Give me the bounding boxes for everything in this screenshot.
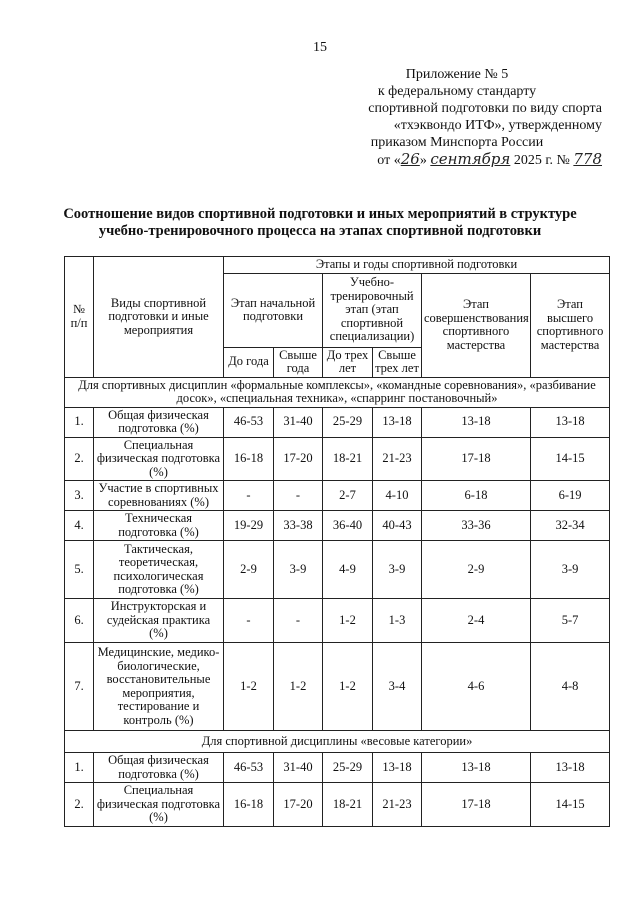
cell-over-year: 3-9 — [274, 541, 323, 599]
cell-over-year: 31-40 — [274, 407, 323, 437]
row-num: 6. — [65, 599, 94, 643]
date-prefix: от « — [377, 153, 401, 168]
row-name: Техническая подготовка (%) — [94, 511, 224, 541]
cell-over-3: 21-23 — [373, 783, 422, 827]
cell-upto-year: 46-53 — [224, 407, 274, 437]
appendix-block — [312, 66, 602, 169]
header-improvement-stage: Этап совершенствования спортивного мастерства — [422, 273, 531, 377]
cell-highest: 13-18 — [531, 407, 610, 437]
table-row — [65, 783, 610, 827]
section-row-1: Для спортивных дисциплин «формальные комплексы», «командные соревнования», «разбивание досок», «специальная техника», «спарринг постановочный» — [65, 377, 610, 407]
row-name: Общая физическая подготовка (%) — [94, 407, 224, 437]
table-row — [65, 511, 610, 541]
cell-improve: 13-18 — [422, 753, 531, 783]
cell-improve: 2-9 — [422, 541, 531, 599]
cell-over-3: 40-43 — [373, 511, 422, 541]
cell-upto-year: 19-29 — [224, 511, 274, 541]
row-num: 5. — [65, 541, 94, 599]
row-num: 4. — [65, 511, 94, 541]
date-month: сентября — [430, 150, 511, 168]
date-mid: » — [419, 153, 427, 168]
row-name: Тактическая, теоретическая, психологическая подготовка (%) — [94, 541, 224, 599]
table-row — [65, 407, 610, 437]
row-name: Специальная физическая подготовка (%) — [94, 783, 224, 827]
cell-upto-year: 2-9 — [224, 541, 274, 599]
appendix-line-3: спортивной подготовки по виду спорта — [368, 101, 602, 116]
header-upto-year: До года — [224, 347, 274, 377]
cell-over-3: 4-10 — [373, 481, 422, 511]
table-row — [65, 541, 610, 599]
cell-over-3: 21-23 — [373, 437, 422, 481]
table-row — [65, 437, 610, 481]
appendix-line-2: к федеральному стандарту — [377, 84, 537, 99]
cell-upto-year: 16-18 — [224, 783, 274, 827]
cell-improve: 17-18 — [422, 437, 531, 481]
appendix-line-1: Приложение № 5 — [405, 67, 509, 82]
table-row — [65, 481, 610, 511]
cell-over-3: 13-18 — [373, 407, 422, 437]
cell-upto-3: 36-40 — [323, 511, 373, 541]
cell-over-year: 1-2 — [274, 643, 323, 731]
cell-upto-3: 4-9 — [323, 541, 373, 599]
appendix-date-line — [312, 151, 602, 169]
header-over-3: Свыше трех лет — [373, 347, 422, 377]
cell-improve: 33-36 — [422, 511, 531, 541]
row-num: 3. — [65, 481, 94, 511]
cell-over-year: 17-20 — [274, 437, 323, 481]
cell-highest: 14-15 — [531, 783, 610, 827]
row-num: 1. — [65, 407, 94, 437]
cell-highest: 14-15 — [531, 437, 610, 481]
row-num: 2. — [65, 437, 94, 481]
row-num: 7. — [65, 643, 94, 731]
cell-upto-year: - — [224, 599, 274, 643]
cell-upto-year: 46-53 — [224, 753, 274, 783]
row-num: 2. — [65, 783, 94, 827]
row-name: Участие в спортивных соревнованиях (%) — [94, 481, 224, 511]
cell-highest: 6-19 — [531, 481, 610, 511]
header-highest-stage: Этап высшего спортивного мастерства — [531, 273, 610, 377]
cell-highest: 4-8 — [531, 643, 610, 731]
title-line-1: Соотношение видов спортивной подготовки и иных мероприятий в структуре — [63, 206, 577, 222]
date-day: 26 — [400, 150, 420, 168]
table-row — [65, 599, 610, 643]
row-num: 1. — [65, 753, 94, 783]
header-num: № п/п — [65, 257, 94, 378]
cell-improve: 17-18 — [422, 783, 531, 827]
header-initial-stage: Этап начальной подготовки — [224, 273, 323, 347]
cell-over-3: 3-4 — [373, 643, 422, 731]
cell-improve: 13-18 — [422, 407, 531, 437]
header-upto-3: До трех лет — [323, 347, 373, 377]
cell-upto-year: 1-2 — [224, 643, 274, 731]
cell-highest: 32-34 — [531, 511, 610, 541]
training-ratio-table — [64, 256, 610, 827]
row-name: Инструкторская и судейская практика (%) — [94, 599, 224, 643]
table-row — [65, 643, 610, 731]
cell-over-year: 17-20 — [274, 783, 323, 827]
header-stages: Этапы и годы спортивной подготовки — [224, 257, 610, 274]
cell-highest: 3-9 — [531, 541, 610, 599]
cell-highest: 5-7 — [531, 599, 610, 643]
cell-over-3: 3-9 — [373, 541, 422, 599]
cell-upto-3: 1-2 — [323, 643, 373, 731]
cell-improve: 6-18 — [422, 481, 531, 511]
page-number: 15 — [313, 40, 327, 55]
cell-over-3: 1-3 — [373, 599, 422, 643]
cell-upto-3: 18-21 — [323, 437, 373, 481]
document-title — [30, 206, 610, 240]
row-name: Общая физическая подготовка (%) — [94, 753, 224, 783]
cell-over-year: 33-38 — [274, 511, 323, 541]
cell-over-year: - — [274, 599, 323, 643]
section-row-2: Для спортивной дисциплины «весовые категории» — [65, 731, 610, 753]
row-name: Специальная физическая подготовка (%) — [94, 437, 224, 481]
header-types: Виды спортивной подготовки и иные мероприятия — [94, 257, 224, 378]
row-name: Медицинские, медико-биологические, восстановительные мероприятия, тестирование и контроль (%) — [94, 643, 224, 731]
appendix-line-5: приказом Минспорта России — [370, 135, 544, 150]
date-year: 2025 г. № — [513, 153, 570, 168]
cell-over-year: 31-40 — [274, 753, 323, 783]
cell-highest: 13-18 — [531, 753, 610, 783]
header-training-stage: Учебно-тренировочный этап (этап спортивной специализации) — [323, 273, 422, 347]
title-line-2: учебно-тренировочного процесса на этапах спортивной подготовки — [98, 223, 542, 239]
cell-over-3: 13-18 — [373, 753, 422, 783]
header-over-year: Свыше года — [274, 347, 323, 377]
cell-upto-3: 1-2 — [323, 599, 373, 643]
cell-upto-year: - — [224, 481, 274, 511]
order-number: 778 — [573, 150, 602, 168]
cell-upto-3: 25-29 — [323, 753, 373, 783]
cell-upto-3: 2-7 — [323, 481, 373, 511]
cell-over-year: - — [274, 481, 323, 511]
appendix-line-4: «тхэквондо ИТФ», утвержденному — [393, 118, 602, 133]
cell-improve: 4-6 — [422, 643, 531, 731]
cell-upto-3: 18-21 — [323, 783, 373, 827]
cell-upto-3: 25-29 — [323, 407, 373, 437]
table-row — [65, 753, 610, 783]
cell-upto-year: 16-18 — [224, 437, 274, 481]
cell-improve: 2-4 — [422, 599, 531, 643]
